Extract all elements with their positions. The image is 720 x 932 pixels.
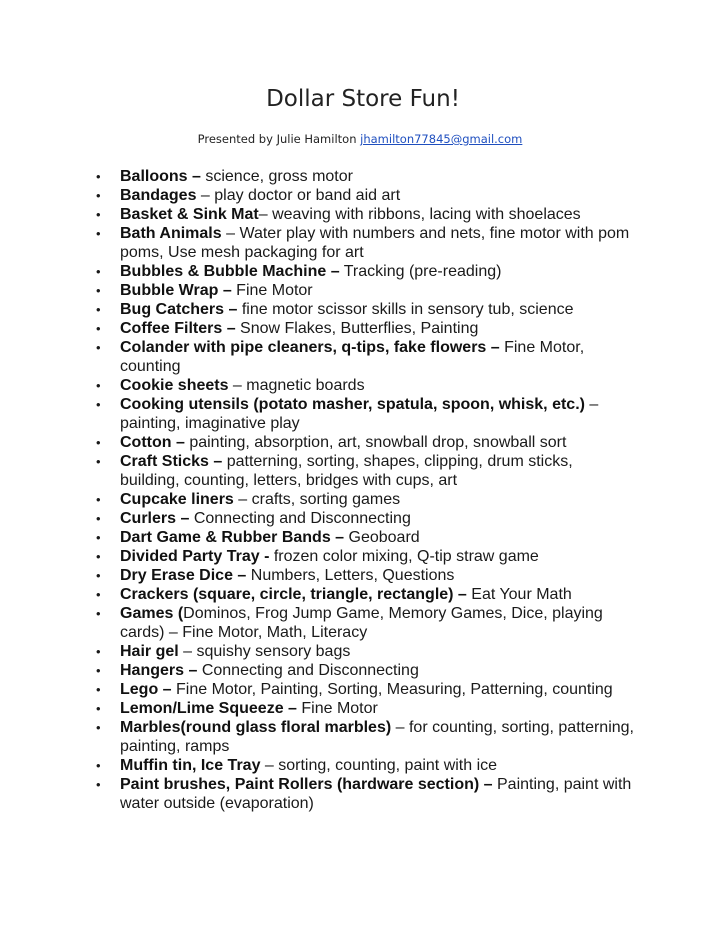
item-term: Muffin tin, Ice Tray bbox=[120, 757, 261, 774]
item-description: – squishy sensory bags bbox=[178, 643, 351, 660]
item-term: Colander with pipe cleaners, q-tips, fake flowers – bbox=[120, 339, 500, 356]
item-term: Hair gel bbox=[120, 643, 179, 660]
list-item bbox=[96, 642, 636, 661]
list-item bbox=[96, 205, 636, 224]
list-item bbox=[96, 281, 636, 300]
list-item bbox=[96, 775, 636, 813]
item-term: Cotton – bbox=[120, 434, 185, 451]
item-term: Curlers – bbox=[120, 510, 190, 527]
bullet-icon: • bbox=[96, 169, 101, 184]
item-description: painting, absorption, art, snowball drop, snowball sort bbox=[184, 434, 567, 451]
item-description: Dominos, Frog Jump Game, Memory Games, Dice, playing cards) – Fine Motor, Math, Literacy bbox=[120, 605, 603, 641]
list-item bbox=[96, 718, 636, 756]
item-term: Cupcake liners bbox=[120, 491, 234, 508]
bullet-icon: • bbox=[96, 340, 101, 355]
list-item bbox=[96, 167, 636, 186]
item-description: Numbers, Letters, Questions bbox=[246, 567, 455, 584]
item-description: – for counting, sorting, patterning, painting, ramps bbox=[120, 719, 634, 755]
bullet-icon: • bbox=[96, 720, 101, 735]
item-description: – play doctor or band aid art bbox=[196, 187, 401, 204]
item-description: – Water play with numbers and nets, fine motor with pom poms, Use mesh packaging for art bbox=[120, 225, 630, 261]
presenter-line bbox=[0, 132, 720, 146]
bullet-icon: • bbox=[96, 283, 101, 298]
list-item bbox=[96, 528, 636, 547]
bullet-icon: • bbox=[96, 606, 101, 621]
item-term: Cooking utensils (potato masher, spatula, spoon, whisk, etc.) bbox=[120, 396, 585, 413]
list-item bbox=[96, 604, 636, 642]
list-item bbox=[96, 699, 636, 718]
list-item bbox=[96, 433, 636, 452]
list-item bbox=[96, 395, 636, 433]
item-term: Games ( bbox=[120, 605, 184, 622]
bullet-icon: • bbox=[96, 587, 101, 602]
list-item bbox=[96, 585, 636, 604]
bullet-icon: • bbox=[96, 264, 101, 279]
item-term: Bath Animals bbox=[120, 225, 222, 242]
list-item bbox=[96, 566, 636, 585]
bullet-icon: • bbox=[96, 549, 101, 564]
bullet-icon: • bbox=[96, 492, 101, 507]
bullet-icon: • bbox=[96, 207, 101, 222]
item-description: Fine Motor, Painting, Sorting, Measuring, Patterning, counting bbox=[171, 681, 613, 698]
item-description: – crafts, sorting games bbox=[233, 491, 401, 508]
list-item bbox=[96, 224, 636, 262]
bullet-icon: • bbox=[96, 378, 101, 393]
list-item bbox=[96, 680, 636, 699]
item-term: Craft Sticks – bbox=[120, 453, 223, 470]
bullet-icon: • bbox=[96, 682, 101, 697]
item-term: Cookie sheets bbox=[120, 377, 229, 394]
item-term: Bandages bbox=[120, 187, 197, 204]
item-description: frozen color mixing, Q-tip straw game bbox=[269, 548, 539, 565]
page-title: Dollar Store Fun! bbox=[266, 86, 460, 112]
list-item bbox=[96, 490, 636, 509]
email-link[interactable]: jhamilton77845@gmail.com bbox=[360, 132, 523, 146]
item-term: Bug Catchers – bbox=[120, 301, 238, 318]
bullet-icon: • bbox=[96, 321, 101, 336]
list-item bbox=[96, 319, 636, 338]
item-term: Lego – bbox=[120, 681, 172, 698]
item-term: Dry Erase Dice – bbox=[120, 567, 247, 584]
item-term: Paint brushes, Paint Rollers (hardware section) – bbox=[120, 776, 493, 793]
bullet-icon: • bbox=[96, 397, 101, 412]
item-term: Dart Game & Rubber Bands – bbox=[120, 529, 345, 546]
bullet-icon: • bbox=[96, 701, 101, 716]
item-description: Connecting and Disconnecting bbox=[189, 510, 411, 527]
item-description: Tracking (pre-reading) bbox=[339, 263, 502, 280]
item-description: – weaving with ribbons, lacing with shoelaces bbox=[258, 206, 581, 223]
list-item bbox=[96, 262, 636, 281]
bullet-icon: • bbox=[96, 435, 101, 450]
bullet-icon: • bbox=[96, 644, 101, 659]
item-description: patterning, sorting, shapes, clipping, drum sticks, building, counting, letters, bridges with cups, art bbox=[120, 453, 573, 489]
bullet-icon: • bbox=[96, 663, 101, 678]
item-description: – magnetic boards bbox=[228, 377, 365, 394]
item-description: Fine Motor bbox=[296, 700, 378, 717]
item-term: Bubble Wrap – bbox=[120, 282, 232, 299]
item-term: Divided Party Tray - bbox=[120, 548, 270, 565]
item-description: Connecting and Disconnecting bbox=[197, 662, 419, 679]
list-item bbox=[96, 661, 636, 680]
list-item bbox=[96, 186, 636, 205]
item-description: – sorting, counting, paint with ice bbox=[260, 757, 498, 774]
bullet-icon: • bbox=[96, 568, 101, 583]
list-item bbox=[96, 756, 636, 775]
item-term: Marbles(round glass floral marbles) bbox=[120, 719, 392, 736]
bullet-icon: • bbox=[96, 226, 101, 241]
list-item bbox=[96, 547, 636, 566]
item-description: Eat Your Math bbox=[466, 586, 572, 603]
list-item bbox=[96, 300, 636, 319]
bullet-icon: • bbox=[96, 454, 101, 469]
item-description: Fine Motor, counting bbox=[120, 339, 585, 375]
bullet-icon: • bbox=[96, 530, 101, 545]
item-term: Balloons – bbox=[120, 168, 201, 185]
item-term: Hangers – bbox=[120, 662, 198, 679]
list-item bbox=[96, 452, 636, 490]
bullet-icon: • bbox=[96, 511, 101, 526]
list-item bbox=[96, 509, 636, 528]
bullet-icon: • bbox=[96, 302, 101, 317]
item-description: science, gross motor bbox=[200, 168, 353, 185]
item-description: Painting, paint with water outside (evaporation) bbox=[120, 776, 632, 812]
item-term: Coffee Filters – bbox=[120, 320, 236, 337]
item-list bbox=[96, 167, 636, 813]
bullet-icon: • bbox=[96, 777, 101, 792]
item-description: Fine Motor bbox=[231, 282, 313, 299]
item-term: Basket & Sink Mat bbox=[120, 206, 259, 223]
item-description: fine motor scissor skills in sensory tub, science bbox=[237, 301, 574, 318]
item-description: – painting, imaginative play bbox=[120, 396, 599, 432]
item-term: Lemon/Lime Squeeze – bbox=[120, 700, 297, 717]
presenter-text: Presented by Julie Hamilton bbox=[197, 132, 357, 146]
item-description: Geoboard bbox=[344, 529, 420, 546]
bullet-icon: • bbox=[96, 188, 101, 203]
item-description: Snow Flakes, Butterflies, Painting bbox=[235, 320, 479, 337]
bullet-icon: • bbox=[96, 758, 101, 773]
list-item bbox=[96, 338, 636, 376]
item-term: Bubbles & Bubble Machine – bbox=[120, 263, 340, 280]
list-item bbox=[96, 376, 636, 395]
item-term: Crackers (square, circle, triangle, rectangle) – bbox=[120, 586, 467, 603]
